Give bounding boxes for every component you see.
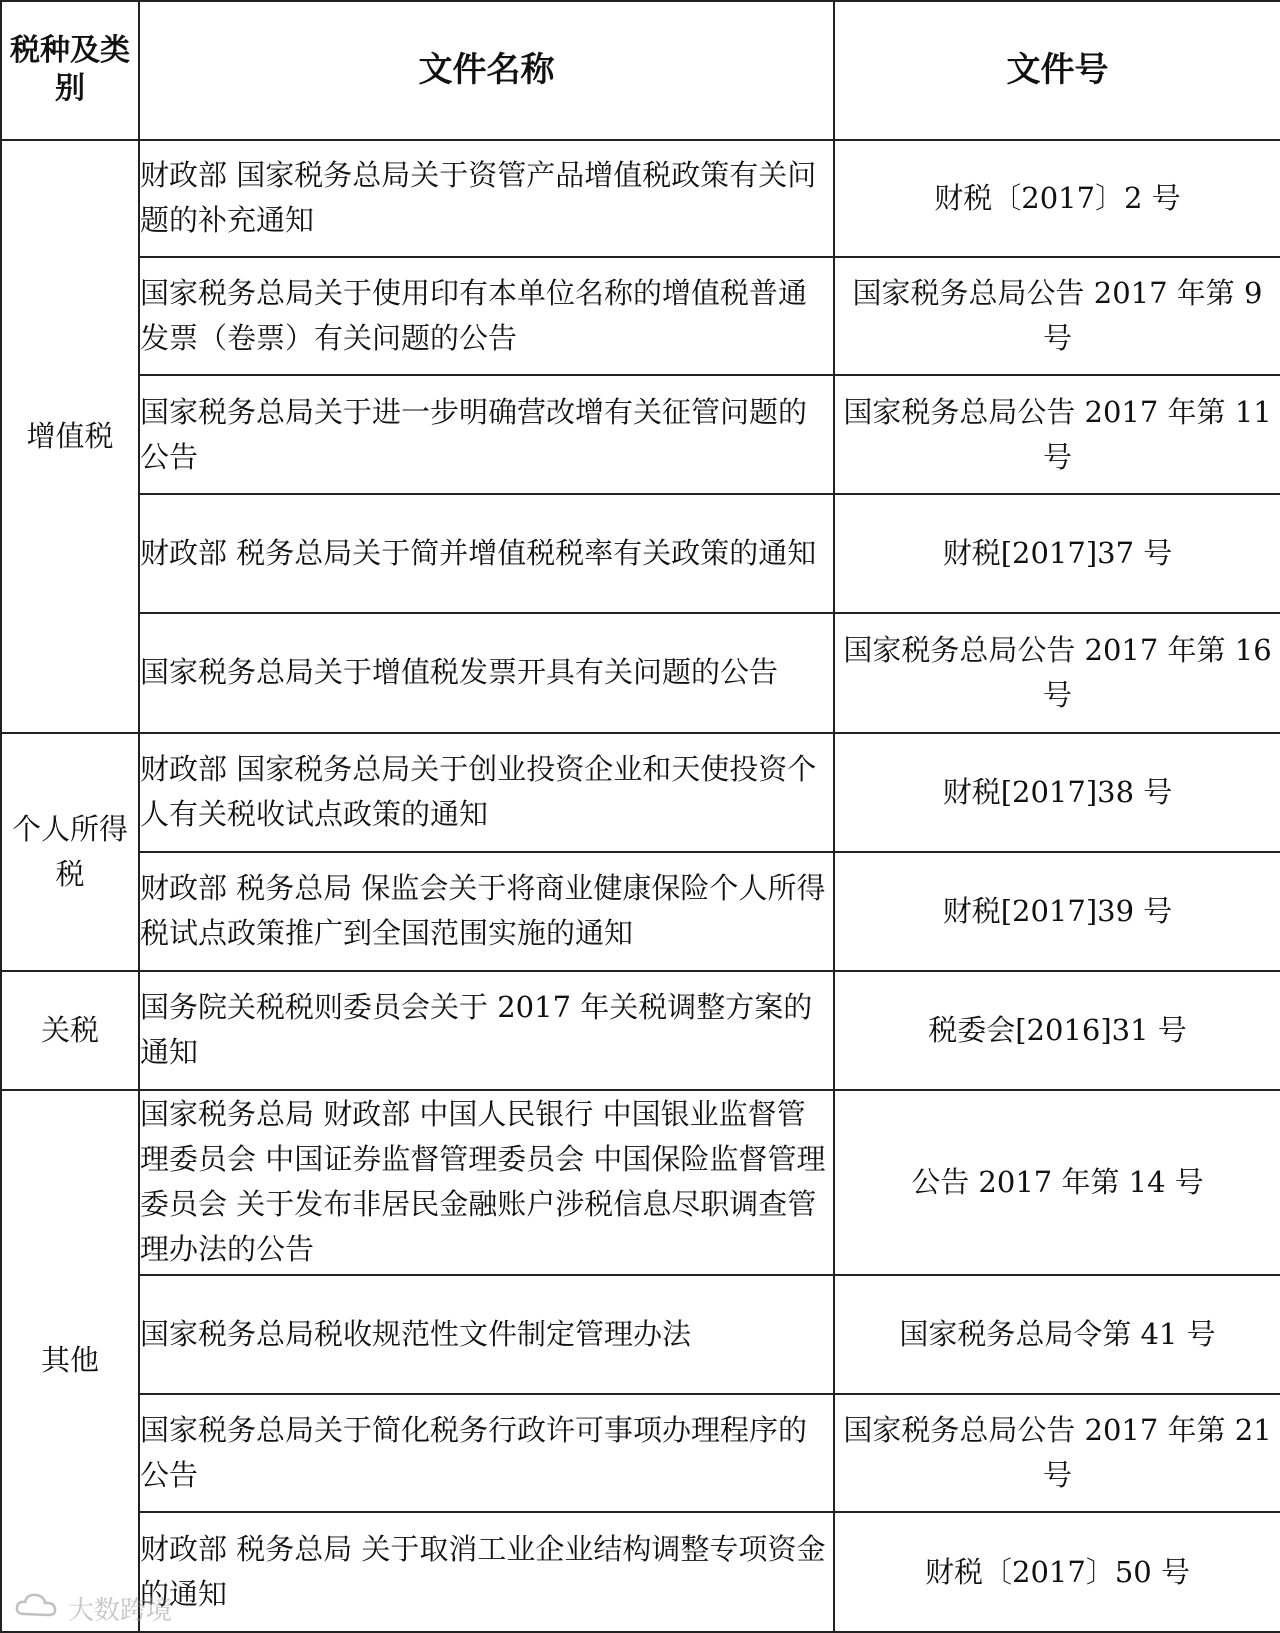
document-name: 国家税务总局税收规范性文件制定管理办法 <box>139 1275 834 1394</box>
table-row <box>1 375 1280 493</box>
document-number: 财税[2017]39 号 <box>834 852 1280 970</box>
document-name: 财政部 税务总局关于简并增值税税率有关政策的通知 <box>139 494 834 613</box>
document-number: 财税[2017]38 号 <box>834 733 1280 852</box>
document-name: 财政部 税务总局 关于取消工业企业结构调整专项资金的通知 <box>139 1512 834 1632</box>
table-row <box>1 257 1280 375</box>
document-name: 国家税务总局 财政部 中国人民银行 中国银业监督管理委员会 中国证券监督管理委员会 中国保险监督管理委员会 关于发布非居民金融账户涉税信息尽职调查管理办法的公告 <box>139 1090 834 1275</box>
cloud-logo-icon <box>14 1590 60 1627</box>
document-name: 财政部 国家税务总局关于资管产品增值税政策有关问题的补充通知 <box>139 140 834 257</box>
table-row <box>1 1275 1280 1394</box>
header-name: 文件名称 <box>139 1 834 140</box>
table-row <box>1 613 1280 732</box>
table-row <box>1 1394 1280 1512</box>
document-name: 国家税务总局关于简化税务行政许可事项办理程序的公告 <box>139 1394 834 1512</box>
document-number: 国家税务总局公告 2017 年第 11 号 <box>834 375 1280 493</box>
document-number: 国家税务总局公告 2017 年第 21 号 <box>834 1394 1280 1512</box>
table-row <box>1 852 1280 970</box>
document-number: 财税〔2017〕50 号 <box>834 1512 1280 1632</box>
table-row <box>1 140 1280 257</box>
document-number: 国家税务总局公告 2017 年第 16 号 <box>834 613 1280 732</box>
category-cell-vat: 增值税 <box>1 140 139 733</box>
document-name: 财政部 税务总局 保监会关于将商业健康保险个人所得税试点政策推广到全国范围实施的通知 <box>139 852 834 970</box>
document-number: 公告 2017 年第 14 号 <box>834 1090 1280 1275</box>
table-row <box>1 971 1280 1090</box>
header-category: 税种及类别 <box>1 1 139 140</box>
document-number: 国家税务总局令第 41 号 <box>834 1275 1280 1394</box>
table-row <box>1 1512 1280 1632</box>
category-cell-iit: 个人所得税 <box>1 733 139 971</box>
document-number: 财税[2017]37 号 <box>834 494 1280 613</box>
document-number: 税委会[2016]31 号 <box>834 971 1280 1090</box>
document-name: 财政部 国家税务总局关于创业投资企业和天使投资个人有关税收试点政策的通知 <box>139 733 834 852</box>
table-row <box>1 494 1280 613</box>
document-name: 国家税务总局关于进一步明确营改增有关征管问题的公告 <box>139 375 834 493</box>
document-name: 国务院关税税则委员会关于 2017 年关税调整方案的通知 <box>139 971 834 1090</box>
category-cell-other: 其他 <box>1 1090 139 1632</box>
document-name: 国家税务总局关于使用印有本单位名称的增值税普通发票（卷票）有关问题的公告 <box>139 257 834 375</box>
header-row <box>1 1 1280 140</box>
document-number: 国家税务总局公告 2017 年第 9 号 <box>834 257 1280 375</box>
table-row <box>1 1090 1280 1275</box>
document-name: 国家税务总局关于增值税发票开具有关问题的公告 <box>139 613 834 732</box>
header-number: 文件号 <box>834 1 1280 140</box>
table-row <box>1 733 1280 852</box>
watermark <box>14 1590 172 1627</box>
category-cell-tariff: 关税 <box>1 971 139 1090</box>
document-number: 财税〔2017〕2 号 <box>834 140 1280 257</box>
watermark-text: 大数跨境 <box>68 1596 173 1626</box>
